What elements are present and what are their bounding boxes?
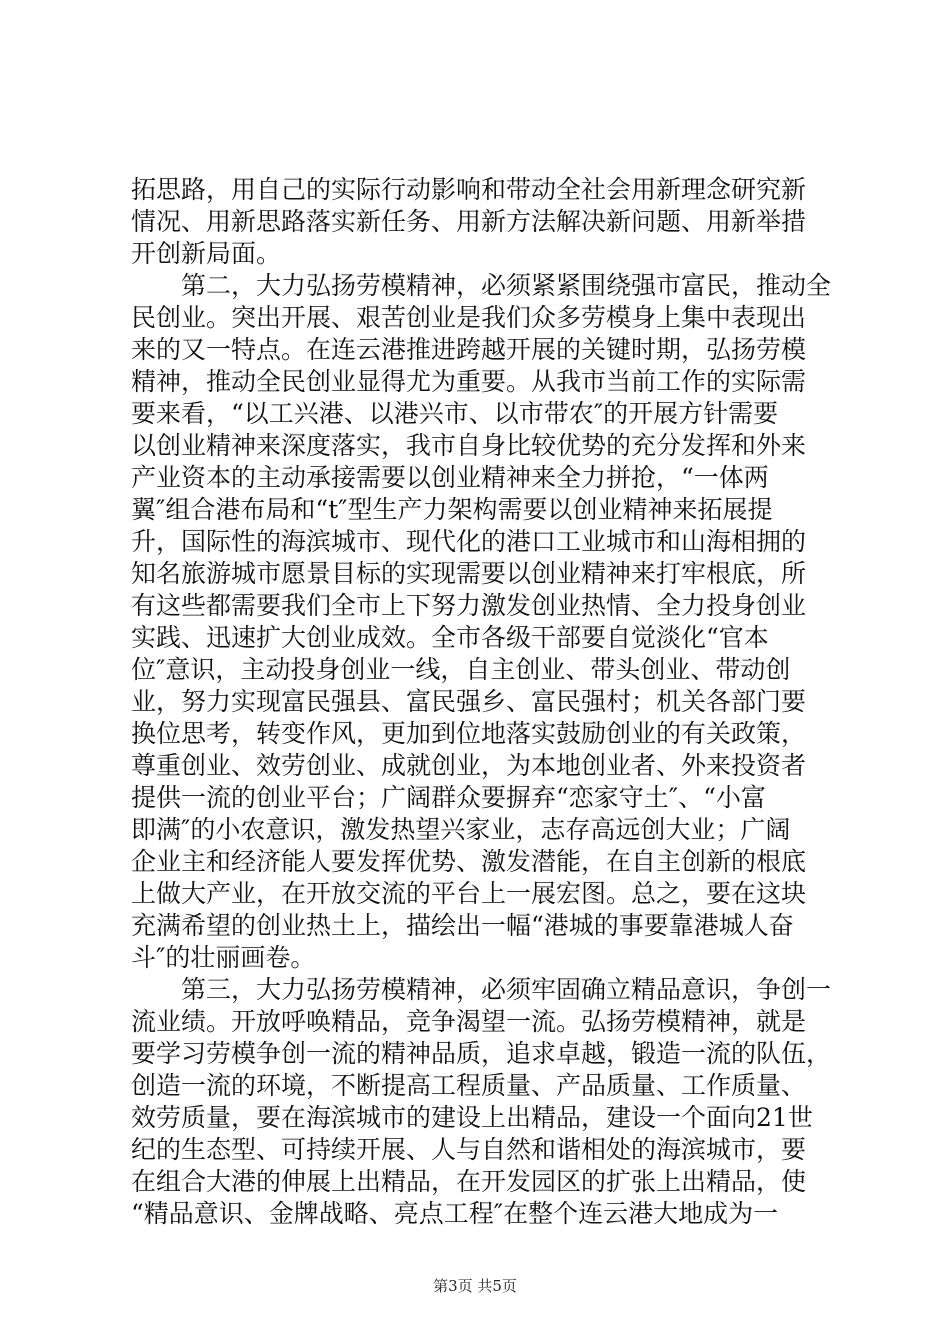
- body-text: [131, 174, 831, 1230]
- text-line: 知名旅游城市愿景目标的实现需要以创业精神来打牢根底，所: [131, 559, 807, 588]
- text-line: 产业资本的主动承接需要以创业精神来全力拼抢，“一体两: [131, 463, 769, 492]
- text-line: 企业主和经济能人要发挥优势、激发潜能，在自主创新的根底: [131, 847, 807, 876]
- text-line: 斗″的壮丽画卷。: [131, 943, 316, 972]
- text-line: 要学习劳模争创一流的精神品质，追求卓越，锻造一流的队伍，: [131, 1039, 832, 1068]
- text-line: 开创新局面。: [131, 239, 282, 268]
- text-line: 尊重创业、效劳创业、成就创业，为本地创业者、外来投资者: [131, 751, 807, 780]
- text-line: 民创业。突出开展、艰苦创业是我们众多劳模身上集中表现出: [131, 303, 807, 332]
- text-line: 即满″的小农意识，激发热望兴家业，志存高远创大业；广阔: [131, 815, 791, 844]
- text-line: 第三，大力弘扬劳模精神，必须牢固确立精品意识，争创一: [131, 975, 832, 1004]
- text-line: 有这些都需要我们全市上下努力激发创业热情、全力投身创业: [131, 591, 807, 620]
- text-line: 精神，推动全民创业显得尤为重要。从我市当前工作的实际需: [131, 367, 807, 396]
- text-line: 位″意识，主动投身创业一线，自主创业、带头创业、带动创: [131, 655, 791, 684]
- text-line: 换位思考，转变作风，更加到位地落实鼓励创业的有关政策，: [131, 719, 807, 748]
- text-line: 第二，大力弘扬劳模精神，必须紧紧围绕强市富民，推动全: [131, 271, 832, 300]
- text-line: “精品意识、金牌战略、亮点工程″在整个连云港大地成为一: [131, 1199, 779, 1228]
- page-number: 第3页 共5页: [433, 1277, 517, 1295]
- text-line: 要来看，“以工兴港、以港兴市、以市带农″的开展方针需要: [131, 399, 779, 428]
- text-line: 充满希望的创业热土上，描绘出一幅“港城的事要靠港城人奋: [131, 911, 794, 940]
- text-line: 提供一流的创业平台；广阔群众要摒弃“恋家守土″、“小富: [131, 783, 766, 812]
- text-line: 以创业精神来深度落实，我市自身比较优势的充分发挥和外来: [131, 431, 807, 460]
- text-line: 情况、用新思路落实新任务、用新方法解决新问题、用新举措: [131, 207, 807, 236]
- text-line: 创造一流的环境，不断提高工程质量、产品质量、工作质量、: [131, 1071, 807, 1100]
- text-line: 纪的生态型、可持续开展、人与自然和谐相处的海滨城市，要: [131, 1135, 807, 1164]
- text-line: 效劳质量，要在海滨城市的建设上出精品，建设一个面向21世: [131, 1103, 813, 1132]
- text-line: 来的又一特点。在连云港推进跨越开展的关键时期，弘扬劳模: [131, 335, 807, 364]
- text-line: 在组合大港的伸展上出精品，在开发园区的扩张上出精品，使: [131, 1167, 807, 1196]
- text-line: 业，努力实现富民强县、富民强乡、富民强村；机关各部门要: [131, 687, 807, 716]
- text-line: 上做大产业，在开放交流的平台上一展宏图。总之，要在这块: [131, 879, 807, 908]
- page-footer: [0, 1276, 950, 1296]
- text-line: 拓思路，用自己的实际行动影响和带动全社会用新理念研究新: [131, 175, 807, 204]
- text-line: 翼″组合港布局和“t″型生产力架构需要以创业精神来拓展提: [131, 495, 773, 524]
- text-line: 升，国际性的海滨城市、现代化的港口工业城市和山海相拥的: [131, 527, 807, 556]
- text-line: 实践、迅速扩大创业成效。全市各级干部要自觉淡化“官本: [131, 623, 769, 652]
- text-line: 流业绩。开放呼唤精品，竞争渴望一流。弘扬劳模精神，就是: [131, 1007, 807, 1036]
